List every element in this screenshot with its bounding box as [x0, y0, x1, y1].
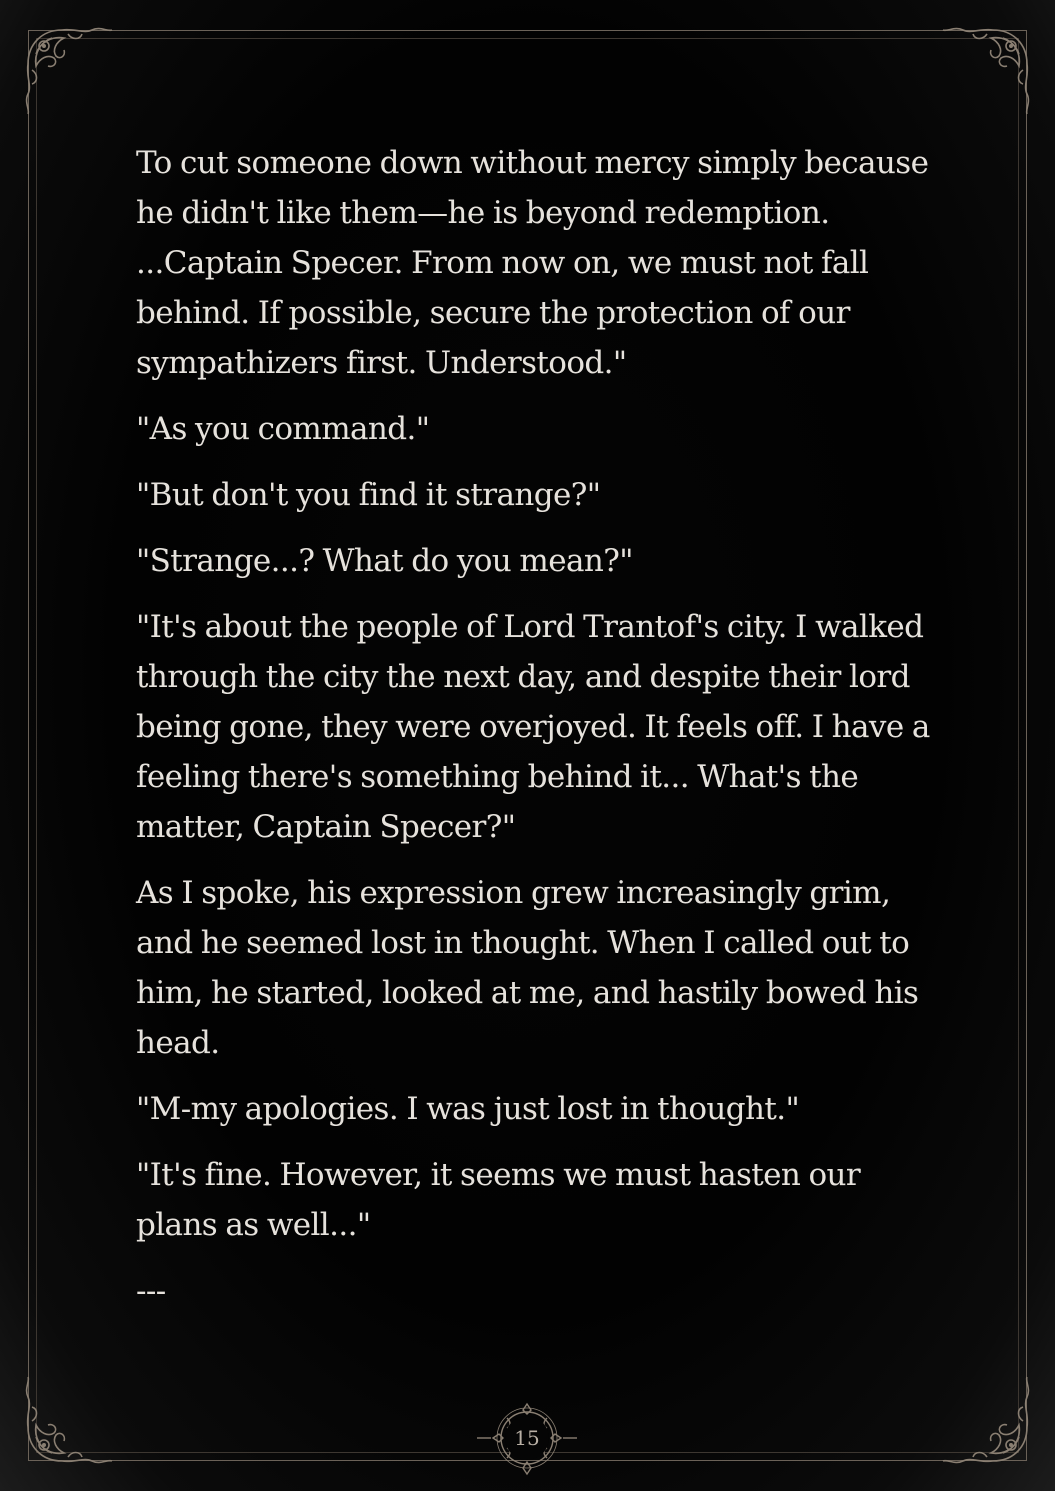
corner-ornament-bottom-right — [941, 1375, 1033, 1467]
scene-break: --- — [136, 1273, 166, 1309]
corner-ornament-bottom-left — [22, 1375, 114, 1467]
paragraph: To cut someone down without mercy simply because he didn't like them—he is beyond redemption. ...Captain Specer. From now on, we must not fall behind. If possible, secure the protection of our sympathizers first. Understood." — [136, 145, 929, 381]
corner-ornament-top-right — [941, 24, 1033, 116]
paragraph: As I spoke, his expression grew increasingly grim, and he seemed lost in thought. When I called out to him, he started, looked at me, and hastily bowed his head. — [136, 875, 919, 1061]
paragraph: "Strange...? What do you mean?" — [136, 543, 633, 579]
paragraph: "But don't you find it strange?" — [136, 477, 601, 513]
corner-ornament-top-left — [22, 24, 114, 116]
paragraph: "M-my apologies. I was just lost in thought." — [136, 1091, 800, 1127]
paragraph: "It's about the people of Lord Trantof's city. I walked through the city the next day, and despite their lord being gone, they were overjoyed. It feels off. I have a feeling there's something behind it... What's the matter, Captain Specer?" — [136, 609, 930, 845]
page-number: 15 — [514, 1426, 540, 1450]
paragraph: "It's fine. However, it seems we must hasten our plans as well..." — [136, 1157, 861, 1243]
chapter-text — [136, 138, 936, 1332]
paragraph: "As you command." — [136, 411, 430, 447]
